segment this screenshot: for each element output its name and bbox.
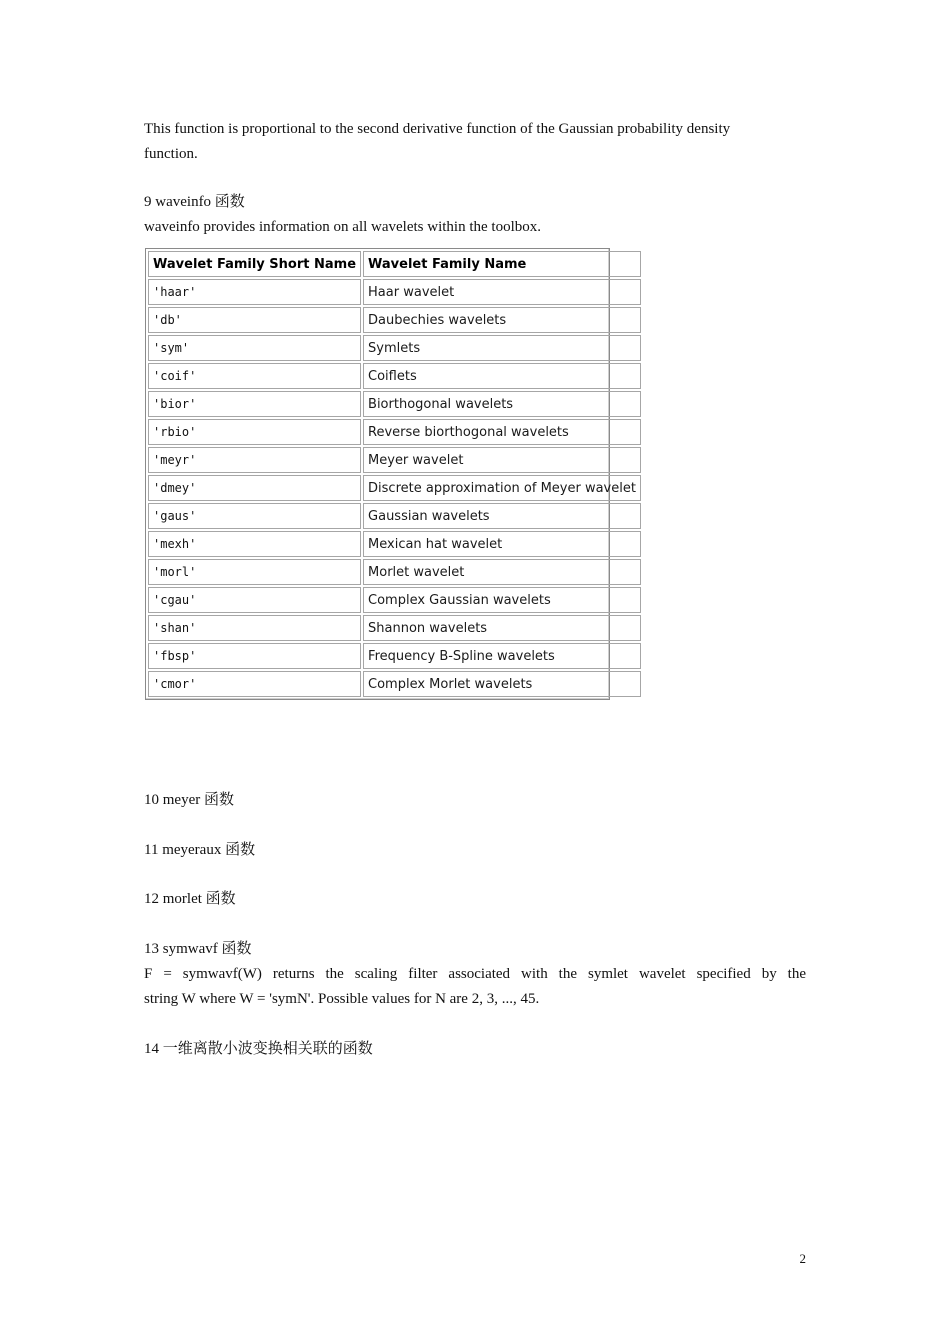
table-row <box>148 279 641 305</box>
table-header-row <box>148 251 641 277</box>
section-14 <box>144 1037 806 1062</box>
table-row <box>148 643 641 669</box>
short-name-cell: 'shan' <box>148 615 361 641</box>
family-name-cell: Meyer wavelet <box>363 447 641 473</box>
table-row <box>148 475 641 501</box>
short-name-cell: 'morl' <box>148 559 361 585</box>
short-name-cell: 'haar' <box>148 279 361 305</box>
family-name-cell: Haar wavelet <box>363 279 641 305</box>
family-name-cell: Morlet wavelet <box>363 559 641 585</box>
short-name-cell: 'cgau' <box>148 587 361 613</box>
table-row <box>148 391 641 417</box>
table-row <box>148 503 641 529</box>
section-12 <box>144 887 806 912</box>
short-name-cell: 'cmor' <box>148 671 361 697</box>
wavelet-family-table <box>146 249 643 699</box>
table-row <box>148 671 641 697</box>
short-name-cell: 'bior' <box>148 391 361 417</box>
table-row <box>148 531 641 557</box>
section-14-heading: 14 一维离散小波变换相关联的函数 <box>144 1041 373 1057</box>
table-row <box>148 447 641 473</box>
short-name-cell: 'mexh' <box>148 531 361 557</box>
header-family-name: Wavelet Family Name <box>363 251 641 277</box>
family-name-cell: Coiflets <box>363 363 641 389</box>
table-row <box>148 587 641 613</box>
family-name-cell: Discrete approximation of Meyer wavelet <box>363 475 641 501</box>
header-short-name: Wavelet Family Short Name <box>148 251 361 277</box>
section-10-heading: 10 meyer 函数 <box>144 792 234 808</box>
family-name-cell: Complex Morlet wavelets <box>363 671 641 697</box>
table-row <box>148 559 641 585</box>
section-13 <box>144 937 806 1012</box>
section-11 <box>144 838 806 863</box>
table-row <box>148 419 641 445</box>
family-name-cell: Frequency B-Spline wavelets <box>363 643 641 669</box>
short-name-cell: 'gaus' <box>148 503 361 529</box>
section-13-line-2: string W where W = 'symN'. Possible values for N are 2, 3, ..., 45. <box>144 991 540 1007</box>
section-9-heading: 9 waveinfo 函数 <box>144 194 245 210</box>
intro-paragraph <box>144 117 806 167</box>
short-name-cell: 'coif' <box>148 363 361 389</box>
short-name-cell: 'sym' <box>148 335 361 361</box>
table-row <box>148 363 641 389</box>
section-13-heading: 13 symwavf 函数 <box>144 941 252 957</box>
section-13-line-1: F = symwavf(W) returns the scaling filter associated with the symlet wavelet specified by the <box>144 966 806 982</box>
short-name-cell: 'meyr' <box>148 447 361 473</box>
short-name-cell: 'db' <box>148 307 361 333</box>
family-name-cell: Shannon wavelets <box>363 615 641 641</box>
table-row <box>148 307 641 333</box>
family-name-cell: Reverse biorthogonal wavelets <box>363 419 641 445</box>
wavelet-table-container <box>145 248 636 700</box>
section-11-heading: 11 meyeraux 函数 <box>144 842 256 858</box>
family-name-cell: Mexican hat wavelet <box>363 531 641 557</box>
short-name-cell: 'dmey' <box>148 475 361 501</box>
short-name-cell: 'rbio' <box>148 419 361 445</box>
section-9 <box>144 190 806 240</box>
intro-line-2: function. <box>144 146 198 162</box>
intro-line-1: This function is proportional to the second derivative function of the Gaussian probability density <box>144 121 731 137</box>
family-name-cell: Symlets <box>363 335 641 361</box>
family-name-cell: Complex Gaussian wavelets <box>363 587 641 613</box>
section-10 <box>144 788 806 813</box>
table-row <box>148 335 641 361</box>
short-name-cell: 'fbsp' <box>148 643 361 669</box>
family-name-cell: Biorthogonal wavelets <box>363 391 641 417</box>
page-number: 2 <box>799 1251 806 1266</box>
section-12-heading: 12 morlet 函数 <box>144 891 236 907</box>
section-9-description: waveinfo provides information on all wavelets within the toolbox. <box>144 219 542 235</box>
family-name-cell: Daubechies wavelets <box>363 307 641 333</box>
family-name-cell: Gaussian wavelets <box>363 503 641 529</box>
table-row <box>148 615 641 641</box>
